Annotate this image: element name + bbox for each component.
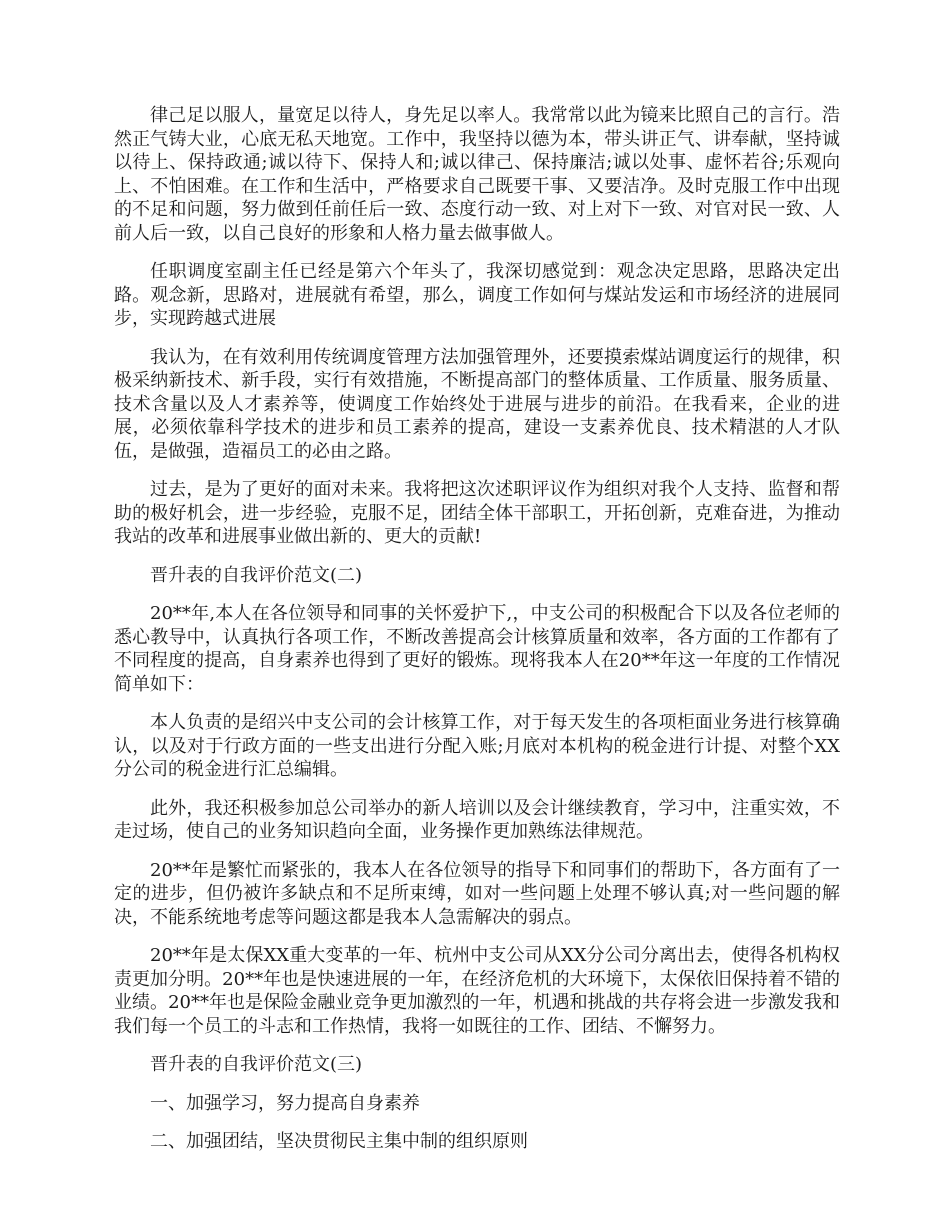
paragraph-self-discipline: 律己足以服人，量宽足以待人，身先足以率人。我常常以此为镜来比照自己的言行。浩然正气铸大业，心底无私天地宽。工作中，我坚持以德为本，带头讲正气、讲奉献，坚持诚以待上、保持政通;诚以待下、保持人和;诚以律己、保持廉洁;诚以处事、虚怀若谷;乐观向上、不怕困难。在工作和生活中，严格要求自己既要干事、又要洁净。及时克服工作中出现的不足和问题，努力做到任前任后一致、态度行动一致、对上对下一致、对官对民一致、人前人后一致，以自己良好的形象和人格力量去做事做人。 (114, 105, 840, 244)
document-body (114, 104, 840, 1169)
paragraph-shortcomings: 20**年是繁忙而紧张的，我本人在各位领导的指导下和同事们的帮助下，各方面有了一定的进步，但仍被许多缺点和不足所束缚，如对一些问题上处理不够认真;对一些问题的解决，不能系统地考虑等问题这都是我本人急需解决的弱点。 (114, 859, 840, 928)
paragraph-year-summary: 20**年,本人在各位领导和同事的关怀爱护下,，中支公司的积极配合下以及各位老师的悉心教导中，认真执行各项工作，不断改善提高会计核算质量和效率，各方面的工作都有了不同程度的提高，自身素养也得到了更好的锻炼。现将我本人在20**年这一年度的工作情况简单如下： (114, 603, 840, 695)
section-heading-2: 晋升表的自我评价范文(二) (150, 564, 363, 586)
section-heading-3: 晋升表的自我评价范文(三) (150, 1054, 363, 1075)
paragraph-transformation: 20**年是太保XX重大变革的一年、杭州中支公司从XX分公司分离出去，使得各机构权责更加分明。20**年也是快速进展的一年，在经济危机的大环境下，太保依旧保持着不错的业绩。20**年也是保险金融业竞争更加激烈的一年，机遇和挑战的共存将会进一步激发我和我们每一个员工的斗志和工作热情，我将一如既往的工作、团结、不懈努力。 (114, 945, 840, 1037)
paragraph-future: 过去，是为了更好的面对未来。我将把这次述职评议作为组织对我个人支持、监督和帮助的极好机会，进一步经验，克服不足，团结全体干部职工，开拓创新，克难奋进，为推动我站的改革和进展事业做出新的、更大的贡献! (114, 479, 840, 547)
paragraph-sixth-year: 任职调度室副主任已经是第六个年头了，我深切感觉到：观念决定思路，思路决定出路。观念新，思路对，进展就有希望，那么，调度工作如何与煤站发运和市场经济的进展同步，实现跨越式进展 (114, 261, 840, 329)
list-item-study: 一、加强学习，努力提高自身素养 (150, 1092, 420, 1114)
list-item-unity: 二、加强团结，坚决贯彻民主集中制的组织原则 (150, 1131, 528, 1152)
paragraph-responsibility: 本人负责的是绍兴中支公司的会计核算工作，对于每天发生的各项柜面业务进行核算确认，以及对于行政方面的一些支出进行分配入账;月底对本机构的税金进行计提、对整个XX分公司的税金进行汇总编辑。 (114, 712, 840, 780)
paragraph-methods: 我认为，在有效利用传统调度管理方法加强管理外，还要摸索煤站调度运行的规律，积极采纳新技术、新手段，实行有效措施，不断提高部门的整体质量、工作质量、服务质量、技术含量以及人才素养等，使调度工作始终处于进展与进步的前沿。在我看来，企业的进展，必须依靠科学技术的进步和员工素养的提高，建设一支素养优良、技术精湛的人才队伍，是做强，造福员工的必由之路。 (114, 346, 840, 462)
paragraph-training: 此外，我还积极参加总公司举办的新人培训以及会计继续教育，学习中，注重实效，不走过场，使自己的业务知识趋向全面，业务操作更加熟练法律规范。 (114, 797, 840, 842)
